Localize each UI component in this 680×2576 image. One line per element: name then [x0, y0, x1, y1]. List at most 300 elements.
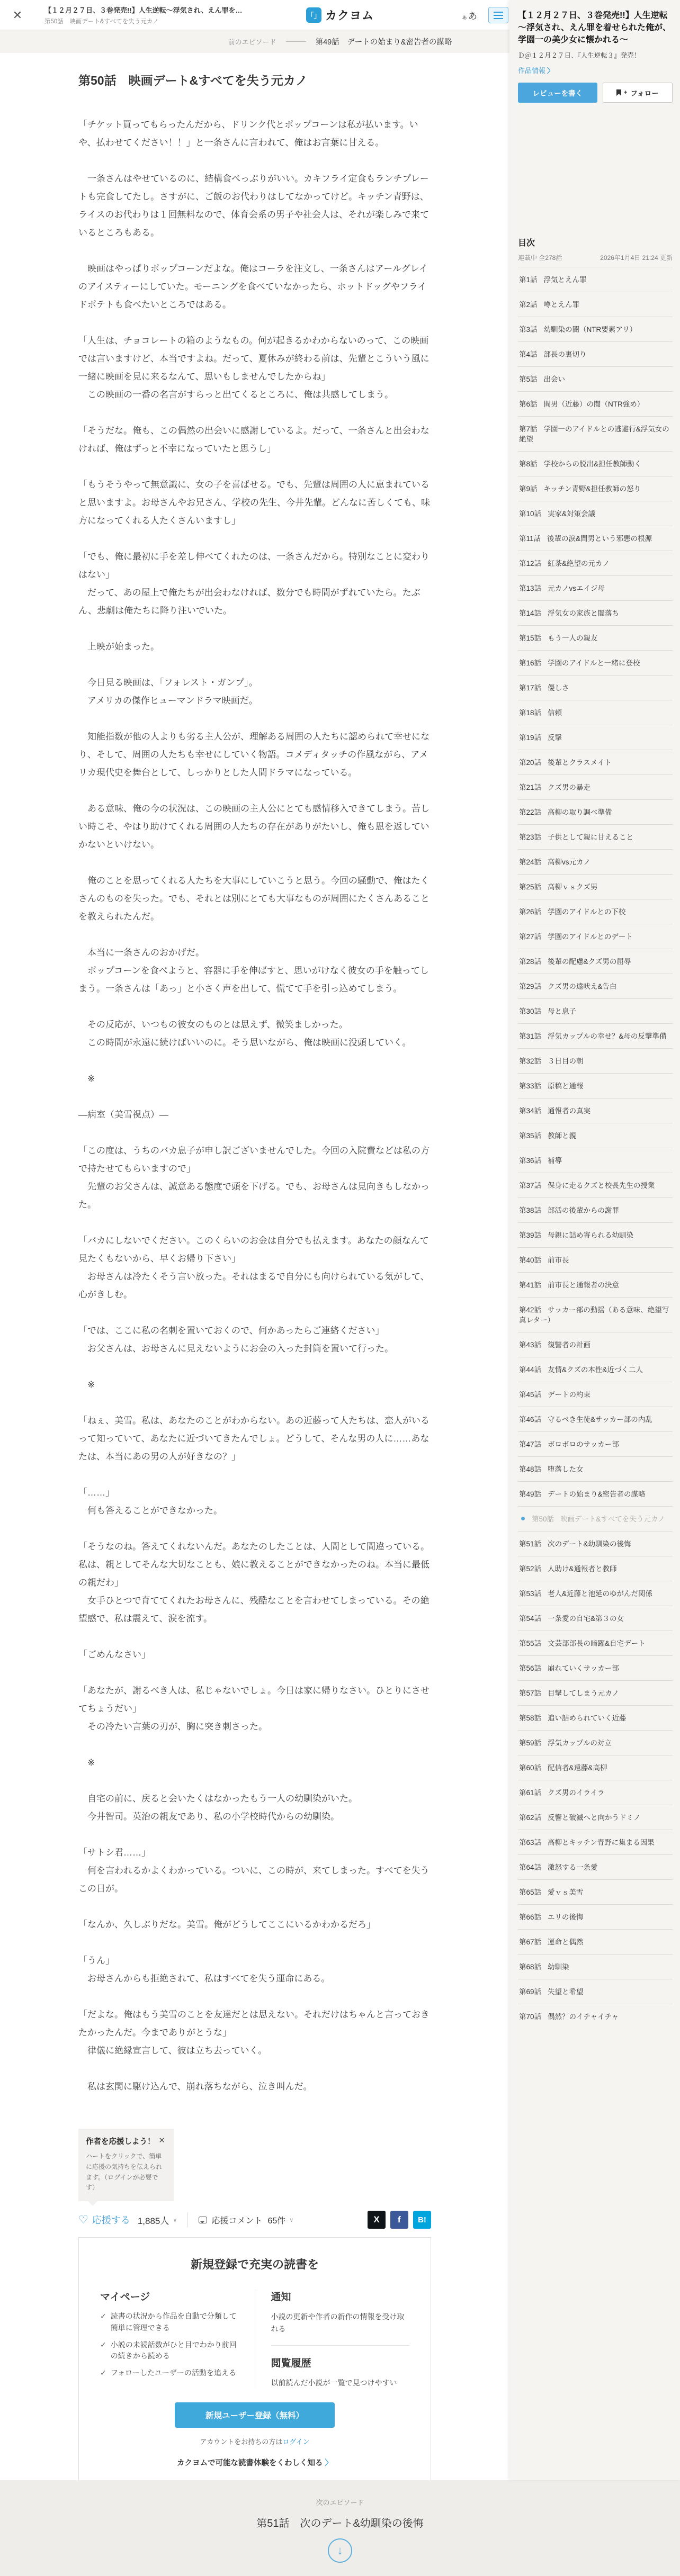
mypage-feature-text: 読書の状況から作品を自動で分類して簡単に管理できる [110, 2312, 237, 2332]
episode-title: 激怒する一条愛 [548, 1863, 598, 1871]
blank-line [78, 530, 431, 548]
cheer-tooltip-body: ハートをクリックで、簡単に応援の気持ちを伝えられます。（ログインが必要です） [86, 2152, 163, 2192]
chevron-right-icon: 〉 [325, 2459, 333, 2468]
episode-number: 第30話 [519, 1007, 542, 1015]
paragraph: 一条さんはやせているのに、結構食べっぷりがいい。カキフライ定食もランチプレートも完食してたし。さすがに、ご飯のお代わりはしてなかってけど。キッチン青野は、ライスのお代わりは１回無料なので、体育会系の男子や社会人は、それが楽しみで来ているところもある。 [78, 174, 429, 238]
toc-item[interactable] [518, 1123, 673, 1148]
episode-number: 第34話 [519, 1107, 542, 1115]
toc-item[interactable] [518, 1830, 673, 1854]
toc-item[interactable] [518, 1481, 673, 1506]
episode-title: 浮気カップルの対立 [548, 1739, 612, 1747]
episode-title: 実家&対策会議 [548, 510, 596, 518]
blank-line [78, 1988, 431, 2006]
blank-line [78, 314, 431, 332]
episode-number: 第19話 [519, 734, 542, 742]
toc-item[interactable] [518, 416, 673, 451]
toc-item-current[interactable] [518, 1506, 673, 1531]
notify-heading: 通知 [271, 2292, 291, 2303]
cheer-button[interactable]: 応援する [92, 2215, 130, 2226]
signup-notify-column [255, 2289, 410, 2389]
episode-number: 第41話 [519, 1281, 542, 1289]
toc-item[interactable] [518, 650, 673, 675]
episode-number: 第64話 [519, 1863, 542, 1871]
toc-item[interactable] [518, 1382, 673, 1407]
share-facebook-button[interactable]: f [390, 2211, 408, 2229]
episode-title: クズ男のイライラ [548, 1789, 605, 1797]
episode-title: エリの後悔 [548, 1913, 584, 1921]
episode-number: 第40話 [519, 1256, 542, 1264]
toc-item[interactable] [518, 1606, 673, 1631]
episode-number: 第46話 [519, 1416, 542, 1424]
episode-number: 第69話 [519, 1988, 542, 1996]
episode-number: 第10話 [519, 510, 542, 518]
paragraph: ※ [78, 1074, 95, 1084]
scroll-next-button[interactable] [328, 2538, 352, 2563]
episode-number: 第36話 [519, 1157, 542, 1165]
episode-title: 学園のアイドルとの下校 [548, 908, 626, 916]
episode-title: 失望と希望 [548, 1988, 584, 1996]
previous-episode-label: 前のエピソード [228, 38, 276, 46]
episode-title: 学園のアイドルと一緒に登校 [548, 659, 640, 667]
toc-item[interactable] [518, 1581, 673, 1606]
episode-title: 間男（近藤）の闇（NTR強め） [543, 400, 645, 408]
paragraph: 何を言われるかよくわかっている。ついに、この時が、来てしまった。すべてを失うこの日が。 [78, 1866, 430, 1894]
blank-line [78, 1520, 431, 1538]
episode-title: 母親に詰め寄られる幼馴染 [548, 1231, 634, 1239]
reading-experience-link[interactable]: カクヨムで可能な読書体験をくわしく知る 〉 [177, 2459, 333, 2468]
cheer-row [78, 2211, 431, 2229]
episode-number: 第38話 [519, 1206, 542, 1214]
cheer-count[interactable]: 1,885人 [137, 2215, 169, 2226]
toc-item[interactable] [518, 1631, 673, 1655]
toc-item[interactable] [518, 799, 673, 824]
blank-line [78, 242, 431, 260]
episode-title: 浮気女の家族と闇落ち [548, 609, 620, 617]
episode-number: 第6話 [519, 400, 538, 408]
toc-item[interactable] [518, 1730, 673, 1755]
work-title-truncated: 【１２月２７日、３巻発売!!】人生逆転～浮気され、えん罪を… [44, 6, 243, 14]
paragraph: 「バカにしないでください。このくらいのお金は自分でも払えます。あなたの顔なんて見たくもないから、早くお帰り下さい」 [78, 1236, 429, 1264]
episode-title: 前市長 [548, 1256, 569, 1264]
episode-number: 第67話 [519, 1938, 542, 1946]
paragraph: 「そうなのね。答えてくれないんだ。あなたのしたことは、人間として間違っている。私は、親としてそんな大切なことも、娘に教えることができなかったのね。本当に最低の親だわ」 [78, 1542, 430, 1588]
blank-line [78, 854, 431, 872]
toc-item[interactable] [518, 600, 673, 625]
signup-button[interactable]: 新規ユーザー登録（無料） [175, 2402, 335, 2428]
toc-item[interactable] [518, 1222, 673, 1247]
previous-episode-link[interactable]: 第49話 デートの始まり&密告者の謀略 [315, 38, 452, 47]
episode-number: 第50話 [532, 1515, 554, 1523]
blank-line [78, 1358, 431, 1376]
check-icon: ✓ [100, 2312, 106, 2321]
toc-item[interactable] [518, 1879, 673, 1904]
toc-item[interactable] [518, 1805, 673, 1830]
toc-item[interactable] [518, 476, 673, 501]
toc-item[interactable] [518, 700, 673, 725]
episode-number: 第11話 [519, 535, 541, 543]
episode-number: 第60話 [519, 1764, 542, 1772]
episode-title: 文芸部部長の暗躍&自宅デート [548, 1640, 646, 1647]
toc-item[interactable] [518, 1556, 673, 1581]
toc-item[interactable] [518, 1655, 673, 1680]
updated-timestamp: 2026年1月4日 21:24 更新 [600, 254, 673, 262]
episode-title: 原稿と通報 [548, 1082, 584, 1090]
episode-number: 第9話 [519, 485, 538, 493]
follow-button[interactable]: + フォロー [603, 83, 673, 103]
font-size-button[interactable]: ぁあ [461, 11, 478, 21]
paragraph: 映画はやっぱりポップコーンだよな。俺はコーラを注文し、一条さんはアールグレイのアイスティーにしていた。モーニングを食べていなかったら、ホットドッグやフライドポテトも食べたいところではある。 [78, 264, 428, 310]
toc-item[interactable] [518, 1272, 673, 1297]
episode-number: 第23話 [519, 833, 542, 841]
signup-promo-card [78, 2237, 431, 2484]
mypage-heading: マイページ [100, 2292, 150, 2303]
episode-title: デートの約束 [548, 1391, 591, 1399]
episode-title: 優しさ [548, 684, 569, 692]
mypage-feature-item [100, 2311, 239, 2334]
episode-number: 第15話 [519, 634, 542, 642]
toc-item[interactable] [518, 366, 673, 391]
episode-title: 崩れていくサッカー部 [548, 1664, 619, 1672]
episode-title: 第50話 映画デート&すべてを失う元カノ [78, 74, 308, 87]
notify-text: 小説の更新や作者の新作の情報を受け取れる [271, 2312, 405, 2333]
history-text: 以前読んだ小説が一覧で見つけやすい [271, 2378, 397, 2387]
episode-title: デートの始まり&密告者の謀略 [548, 1490, 646, 1498]
toc-item[interactable] [518, 974, 673, 998]
episode-title: 反響と破滅へと向かうドミノ [548, 1814, 641, 1822]
blank-line [78, 656, 431, 674]
toc-item[interactable] [518, 1073, 673, 1098]
toc-item[interactable] [518, 849, 673, 874]
episode-number: 第44話 [519, 1366, 542, 1374]
episode-title: ボロボロのサッカー部 [548, 1440, 619, 1448]
toc-item[interactable] [518, 1407, 673, 1431]
next-episode-link[interactable]: 第51話 次のデート&幼馴染の後悔 [256, 2518, 424, 2529]
episode-title: 配信者&遠藤&高柳 [548, 1764, 607, 1772]
blank-line [78, 782, 431, 800]
bookmark-icon [616, 89, 621, 96]
paragraph: 何も答えることができなかった。 [78, 1506, 222, 1516]
episode-title: 追い詰められていく近藤 [548, 1714, 627, 1722]
episode-title: 母と息子 [548, 1007, 577, 1015]
episode-title: 高柳ｖｓクズ男 [548, 883, 598, 891]
episode-title: 子供として親に甘えること [548, 833, 634, 841]
toc-item[interactable] [518, 1332, 673, 1357]
episode-title: クズ男の遠吠え&告白 [548, 983, 617, 990]
episode-number: 第42話 [519, 1306, 542, 1314]
chevron-right-icon: 〉 [547, 67, 554, 75]
episode-title: 浮気とえん罪 [543, 276, 587, 284]
episode-number: 第28話 [519, 958, 542, 966]
toc-item[interactable] [518, 1197, 673, 1222]
heart-icon: ♡ [78, 2213, 88, 2226]
toc-item[interactable] [518, 1048, 673, 1073]
episode-number: 第58話 [519, 1714, 542, 1722]
toc-item[interactable] [518, 824, 673, 849]
toc-item[interactable] [518, 924, 673, 949]
episode-title: ３日目の朝 [548, 1057, 584, 1065]
episode-title: キッチン青野&担任教師の怒り [543, 485, 641, 493]
episode-title: もう一人の親友 [548, 634, 598, 642]
toc-item[interactable] [518, 341, 673, 366]
blank-line [78, 620, 431, 638]
toc-item[interactable] [518, 1979, 673, 2004]
episode-number: 第20話 [519, 759, 542, 767]
next-episode-label: 次のエピソード [316, 2499, 364, 2507]
toc-item[interactable] [518, 1456, 673, 1481]
episode-number: 第26話 [519, 908, 542, 916]
episode-title: 次のデート&幼馴染の後悔 [548, 1540, 631, 1548]
episode-title: 高柳の取り調べ準備 [548, 808, 612, 816]
episode-title: 学園のアイドルとのデート [548, 933, 633, 941]
work-title[interactable]: 【１２月２７日、３巻発売!!】人生逆転～浮気され、えん罪を着せられた俺が、学園一の美少女に懐かれる～ [518, 11, 671, 44]
toc-item[interactable] [518, 292, 673, 317]
paragraph: アメリカの傑作ヒューマンドラマ映画だ。 [78, 696, 258, 706]
episode-number: 第24話 [519, 858, 542, 866]
paragraph: ※ [78, 1380, 95, 1390]
episode-number: 第68話 [519, 1963, 542, 1971]
episode-title: 幼馴染の闇（NTR要素アリ） [543, 326, 637, 334]
episode-title: 堕落した女 [548, 1465, 584, 1473]
episode-number: 第52話 [519, 1565, 542, 1573]
paragraph: お母さんからも拒絶されて、私はすべてを失う運命にある。 [78, 1974, 330, 1984]
chevron-down-icon[interactable]: ∨ [173, 2217, 177, 2223]
episode-number: 第57話 [519, 1689, 542, 1697]
toc-item[interactable] [518, 774, 673, 799]
toc-toggle-button[interactable] [488, 7, 508, 23]
episode-title: 信頼 [548, 709, 562, 717]
blank-line [78, 1214, 431, 1232]
current-episode-label: 第50話 映画デート&すべてを失う元カノ [44, 19, 159, 25]
blank-line [78, 1088, 431, 1106]
episode-title: 守るべき生徒&サッカー部の内乱 [548, 1416, 652, 1424]
toc-item[interactable] [518, 1705, 673, 1730]
cheer-comments-button[interactable]: 応援コメント [211, 2216, 263, 2226]
blank-line [78, 926, 431, 944]
work-info-link[interactable]: 作品情報 〉 [518, 67, 554, 75]
episode-number: 第5話 [519, 375, 538, 383]
paragraph: ポップコーンを食べようと、容器に手を伸ばすと、思いがけなく彼女の手を触ってしまう。一条さんは「あっ」と小さく声を出して、慌てて手を引っ込めてしまう。 [78, 966, 429, 994]
paragraph: この時間が永遠に続けばいいのに。そう思いながら、俺は映画に没頭していく。 [78, 1038, 411, 1048]
episode-title: 運命と偶然 [548, 1938, 584, 1946]
toc-episode-list [518, 267, 673, 2029]
episode-title: 幼馴染 [548, 1963, 569, 1971]
toc-item[interactable] [518, 317, 673, 341]
toc-item[interactable] [518, 451, 673, 476]
share-x-button[interactable]: X [368, 2211, 386, 2229]
toc-item[interactable] [518, 1098, 673, 1123]
episode-title: 浮気カップルの幸せ？&母の反撃準備 [548, 1032, 667, 1040]
paragraph: 自宅の前に、戻ると会いたくはなかったもう一人の幼馴染がいた。 [78, 1794, 357, 1804]
signup-title: 新規登録で充実の読書を [190, 2258, 319, 2272]
toc-item[interactable] [518, 750, 673, 774]
episode-title: 友情&クズの本性&近づく二人 [548, 1366, 643, 1374]
mypage-feature-item [100, 2339, 239, 2362]
episode-title: 補導 [548, 1157, 562, 1165]
toc-item[interactable] [518, 1531, 673, 1556]
toc-item[interactable] [518, 1854, 673, 1879]
episode-title: 目撃してしまう元カノ [548, 1689, 620, 1697]
episode-title: 後輩の配慮&クズ男の屈辱 [548, 958, 631, 966]
next-episode-footer [0, 2480, 680, 2576]
write-review-button[interactable]: レビューを書く [518, 83, 597, 103]
episode-title: 高柳vs元カノ [548, 858, 591, 866]
episode-number: 第35話 [519, 1132, 542, 1140]
paragraph: 「この度は、うちのバカ息子が申し訳ございませんでした。今回の入院費などは私の方で持たせてもらいますので」 [78, 1146, 430, 1174]
blank-line [78, 1124, 431, 1142]
login-note: アカウントをお持ちの方はログイン [200, 2438, 310, 2446]
toc-item[interactable] [518, 1148, 673, 1173]
paragraph: 今日見る映画は、「フォレスト・ガンプ」。 [78, 678, 258, 688]
episode-number: 第21話 [519, 783, 542, 791]
episode-number: 第1話 [519, 276, 538, 284]
episode-number: 第62話 [519, 1814, 542, 1822]
toc-item[interactable] [518, 2004, 673, 2029]
toc-item[interactable] [518, 1173, 673, 1197]
check-icon: ✓ [100, 2368, 106, 2377]
paragraph: この映画の一番の名言がすらっと出てくるところに、俺は共感してしまう。 [78, 390, 393, 400]
episode-number: 第59話 [519, 1739, 542, 1747]
toc-item[interactable] [518, 1023, 673, 1048]
paragraph: 「ねぇ、美雪。私は、あなたのことがわからない。あの近藤って人たちは、恋人がいるって知っていて、あなたに近づいてきたんでしょ。どうして、そんな男の人に……あなたは、本当にあの男の人が好きなの？」 [78, 1416, 430, 1462]
divider [286, 41, 306, 42]
toc-item[interactable] [518, 1954, 673, 1979]
episode-number: 第13話 [519, 584, 542, 592]
blank-line [78, 998, 431, 1016]
episode-title: 部活の後輩からの謝罪 [548, 1206, 620, 1214]
toc-item[interactable] [518, 874, 673, 899]
toc-item[interactable] [518, 725, 673, 750]
cheer-tooltip [78, 2129, 174, 2201]
share-hatena-button[interactable]: B! [413, 2211, 431, 2229]
close-icon[interactable]: ✕ [158, 2136, 165, 2145]
episode-title: 老人&近藤と池延のゆがんだ関係 [548, 1590, 653, 1598]
episode-number: 第65話 [519, 1888, 542, 1896]
paragraph: 「あなたが、謝るべき人は、私じゃないでしょ。今日は家に帰りなさい。ひとりにさせてちょうだい」 [78, 1686, 430, 1714]
toc-item[interactable] [518, 1929, 673, 1954]
blank-line [78, 404, 431, 422]
toc-item[interactable] [518, 501, 673, 526]
episode-number: 第2話 [519, 301, 538, 309]
toc-item[interactable] [518, 391, 673, 416]
blank-line [78, 458, 431, 476]
episode-number: 第63話 [519, 1839, 542, 1847]
paragraph: 「もうそうやって無意識に、女の子を喜ばせる。でも、先輩は周囲の人に恵まれていると思いますよ。お母さんやお兄さん、学校の先生、今井先輩。どんなに苦しくても、味方になってくれる人たくさんいますし」 [78, 480, 431, 526]
close-icon[interactable]: ✕ [12, 8, 23, 22]
blank-line [78, 1304, 431, 1322]
episode-number: 第3話 [519, 326, 538, 334]
toc-item[interactable] [518, 1904, 673, 1929]
episode-number: 第32話 [519, 1057, 542, 1065]
comment-icon [199, 2217, 207, 2223]
episode-number: 第39話 [519, 1231, 542, 1239]
episode-number: 第70話 [519, 2013, 542, 2021]
toc-item[interactable] [518, 899, 673, 924]
blank-line [78, 1826, 431, 1844]
paragraph: 「うん」 [78, 1956, 114, 1966]
episode-title: 後輩の涙&間男という邪悪の根源 [547, 535, 652, 543]
episode-number: 第18話 [519, 709, 542, 717]
episode-paragraphs [78, 116, 431, 2096]
check-icon: ✓ [100, 2340, 106, 2349]
toc-item[interactable] [518, 267, 673, 292]
episode-number: 第61話 [519, 1789, 542, 1797]
login-link[interactable]: ログイン [282, 2438, 310, 2446]
episode-number: 第7話 [519, 425, 538, 433]
blank-line [78, 1394, 431, 1412]
episode-title: 映画デート&すべてを失う元カノ [560, 1515, 665, 1523]
toc-item[interactable] [518, 575, 673, 600]
episode-title: 前市長と通報者の決意 [548, 1281, 620, 1289]
toc-item[interactable] [518, 625, 673, 650]
paragraph: 俺のことを思ってくれる人たちを大事にしていこうと思う。今回の騒動で、俺はたくさんのものを失った。でも、それとは別にとても大事なものが周囲にたくさんあることを教えられたんだ。 [78, 876, 430, 922]
blank-line [78, 152, 431, 170]
episode-title: 保身に走るクズと校長先生の授業 [548, 1182, 655, 1190]
cheer-comments-count[interactable]: 65件 [267, 2216, 286, 2226]
paragraph: 私は玄関に駆け込んで、崩れ落ちながら、泣き叫んだ。 [78, 2082, 312, 2092]
paragraph: 「でも、俺に最初に手を差し伸べてくれたのは、一条さんだから。特別なことに変わりはない」 [78, 552, 430, 580]
paragraph: 「ごめんなさい」 [78, 1650, 150, 1660]
blank-line [78, 1664, 431, 1682]
paragraph: ―病室（美雪視点）― [78, 1110, 168, 1120]
paragraph: 上映が始まった。 [78, 642, 159, 652]
paragraph: だって、あの屋上で俺たちが出会わなければ、数分でも時間がずれていたら。たぶん、悲劇は俺たちに降り注いでいた。 [78, 588, 420, 616]
toc-item[interactable] [518, 675, 673, 700]
toc-meta [518, 253, 673, 262]
toc-item[interactable] [518, 1431, 673, 1456]
episode-title: サッカー部の動揺（ある意味、絶望写真レター） [519, 1306, 669, 1324]
toc-drawer [509, 0, 680, 2480]
toc-item[interactable] [518, 1247, 673, 1272]
episode-number: 第16話 [519, 659, 542, 667]
mypage-feature-list [100, 2311, 239, 2379]
blank-line [78, 2060, 431, 2078]
paragraph: 「そうだな。俺も、この偶然の出会いに感謝しているよ。だって、一条さんと出会わなければ、俺はずっと不幸になっていたと思うし」 [78, 426, 430, 454]
blank-line [78, 1736, 431, 1754]
divider [187, 2212, 188, 2227]
toc-item[interactable] [518, 1297, 673, 1332]
episode-title: 部長の裏切り [543, 350, 587, 358]
list-icon [494, 12, 503, 19]
blank-line [78, 1934, 431, 1952]
kakuyomu-logo-text: カクヨム [325, 9, 374, 22]
toc-item[interactable] [518, 1357, 673, 1382]
toc-item[interactable] [518, 551, 673, 575]
author-note: Ｄ＠１２月２７日、『人生逆転３』発売！ [518, 52, 641, 59]
episode-title: 教師と親 [548, 1132, 577, 1140]
toc-item[interactable] [518, 949, 673, 974]
paragraph: お父さんは、お母さんに見えないようにお金の入った封筒を置いて行った。 [78, 1344, 393, 1354]
paragraph: 「では、ここに私の名刺を置いておくので、何かあったらご連絡ください」 [78, 1326, 384, 1336]
chevron-down-icon[interactable]: ∨ [289, 2217, 294, 2223]
blank-line [78, 1466, 431, 1484]
toc-item[interactable] [518, 1680, 673, 1705]
toc-item[interactable] [518, 1755, 673, 1780]
blank-line [78, 1898, 431, 1916]
paragraph: 「だよな。俺はもう美雪のことを友達だとは思えない。それだけはちゃんと言っておきたかったんだ。今までありがとうな」 [78, 2010, 430, 2038]
toc-item[interactable] [518, 526, 673, 551]
episode-number: 第29話 [519, 983, 542, 990]
kakuyomu-logo[interactable] [306, 7, 374, 23]
episode-number: 第4話 [519, 350, 538, 358]
episode-title: 出会い [543, 375, 566, 383]
episode-number: 第14話 [519, 609, 542, 617]
episode-number: 第43話 [519, 1341, 542, 1349]
episode-number: 第49話 [519, 1490, 542, 1498]
toc-item[interactable] [518, 998, 673, 1023]
kakuyomu-logo-icon: 「」 [306, 7, 321, 23]
blank-line [78, 1772, 431, 1790]
toc-item[interactable] [518, 1780, 673, 1805]
